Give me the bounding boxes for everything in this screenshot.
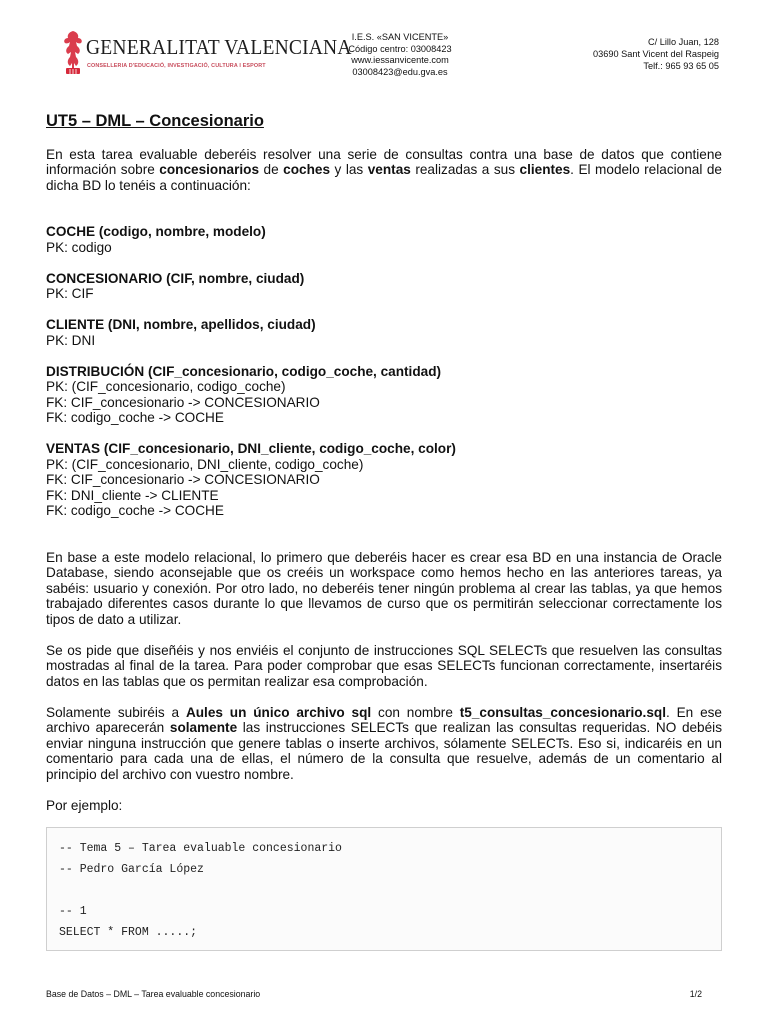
address-street: C/ Lillo Juan, 128 xyxy=(648,37,719,47)
school-code: Código centro: 03008423 xyxy=(348,43,452,54)
page-header xyxy=(0,0,768,90)
footer-title: Base de Datos – DML – Tarea evaluable concesionario xyxy=(46,989,261,999)
entity-name: DISTRIBUCIÓN (CIF_concesionario, codigo_coche, cantidad) xyxy=(46,363,442,379)
entity-name: VENTAS (CIF_concesionario, DNI_cliente, codigo_coche, color) xyxy=(46,441,456,456)
entity-key: PK: codigo xyxy=(46,239,112,255)
address-phone: Telf.: 965 93 65 05 xyxy=(643,60,719,71)
entity-key: PK: (CIF_concesionario, DNI_cliente, codigo_coche) xyxy=(46,456,364,472)
page-footer xyxy=(46,989,702,999)
code-example xyxy=(46,827,722,951)
entity-key: FK: CIF_concesionario -> CONCESIONARIO xyxy=(46,472,320,487)
entity-key: FK: codigo_coche -> COCHE xyxy=(46,503,224,518)
code-line: -- 1 xyxy=(59,905,87,918)
school-info xyxy=(330,32,470,78)
entity-key: FK: codigo_coche -> COCHE xyxy=(46,410,224,425)
address-city: 03690 Sant Vicent del Raspeig xyxy=(593,48,719,59)
instructions-paragraph-3: Solamente subiréis a Aules un único archivo sql con nombre t5_consultas_concesionario.sql. En ese archivo aparecerán solamente las instrucciones SELECTs que realizan las consultas requeridas. NO debéis enviar ninguna instrucción que genere tablas o inserte archivos, sólamente SELECTs. Eso si, indicaréis en un comentario para cada una de ellas, el número de la consulta que resuelve, además de un comentario al principio del archivo con vuestro nombre. xyxy=(46,704,722,782)
logo-title: GENERALITAT VALENCIANA xyxy=(86,35,352,59)
entity-key: FK: CIF_concesionario -> CONCESIONARIO xyxy=(46,394,320,410)
code-line: -- Pedro García López xyxy=(59,863,204,876)
code-blank-line xyxy=(59,880,709,901)
entity-name: CLIENTE (DNI, nombre, apellidos, ciudad) xyxy=(46,317,316,332)
bat-crest-icon xyxy=(62,30,84,76)
entity-key: PK: (CIF_concesionario, codigo_coche) xyxy=(46,379,286,394)
entity-concesionario xyxy=(46,271,722,302)
entity-ventas xyxy=(46,441,722,519)
document-title: UT5 – DML – Concesionario xyxy=(46,112,264,130)
school-name: I.E.S. «SAN VICENTE» xyxy=(351,32,449,42)
code-line: -- Tema 5 – Tarea evaluable concesionario xyxy=(59,842,342,855)
logo-subtitle: CONSELLERIA D'EDUCACIÓ, INVESTIGACIÓ, CULTURA I ESPORT xyxy=(87,63,266,69)
entity-name: COCHE (codigo, nombre, modelo) xyxy=(46,224,266,239)
entity-distribucion xyxy=(46,364,722,426)
instructions-paragraph-2: Se os pide que diseñéis y nos enviéis el conjunto de instrucciones SQL SELECTs que resuelven las consultas mostradas al final de la tarea. Para poder comprobar que esas SELECTs funcionan correctamente, insertaréis datos en las tablas que os permitan realizar esa comprobación. xyxy=(46,642,722,689)
entity-key: FK: DNI_cliente -> CLIENTE xyxy=(46,487,219,503)
document-body xyxy=(46,114,722,951)
entity-name: CONCESIONARIO (CIF, nombre, ciudad) xyxy=(46,270,305,286)
school-email: 03008423@edu.gva.es xyxy=(352,66,448,77)
example-label: Por ejemplo: xyxy=(46,797,123,813)
school-website: www.iessanvicente.com xyxy=(351,55,449,65)
entity-coche xyxy=(46,224,722,255)
instructions-paragraph-1: En base a este modelo relacional, lo primero que deberéis hacer es crear esa BD en una instancia de Oracle Database, siendo aconsejable que os creéis un workspace como hemos hecho en las anteriores tareas, ya sabéis: usuario y conexión. Por otro lado, no deberéis tener ningún problema al crear las tablas, ya que hemos trabajado diferentes casos durante lo que llevamos de curso que os permitirán seleccionar correctamente los tipos de dato a utilizar. xyxy=(46,549,722,627)
entity-cliente xyxy=(46,317,722,348)
intro-paragraph: En esta tarea evaluable deberéis resolver una serie de consultas contra una base de datos que contiene información sobre concesionarios de coches y las ventas realizadas a sus clientes. El modelo relacional de dicha BD lo tenéis a continuación: xyxy=(46,146,722,193)
entity-key: PK: DNI xyxy=(46,332,96,348)
generalitat-logo xyxy=(62,30,352,78)
school-address xyxy=(593,37,719,72)
entity-key: PK: CIF xyxy=(46,286,94,301)
code-line: SELECT * FROM .....; xyxy=(59,926,198,939)
page-number: 1/2 xyxy=(689,989,702,999)
